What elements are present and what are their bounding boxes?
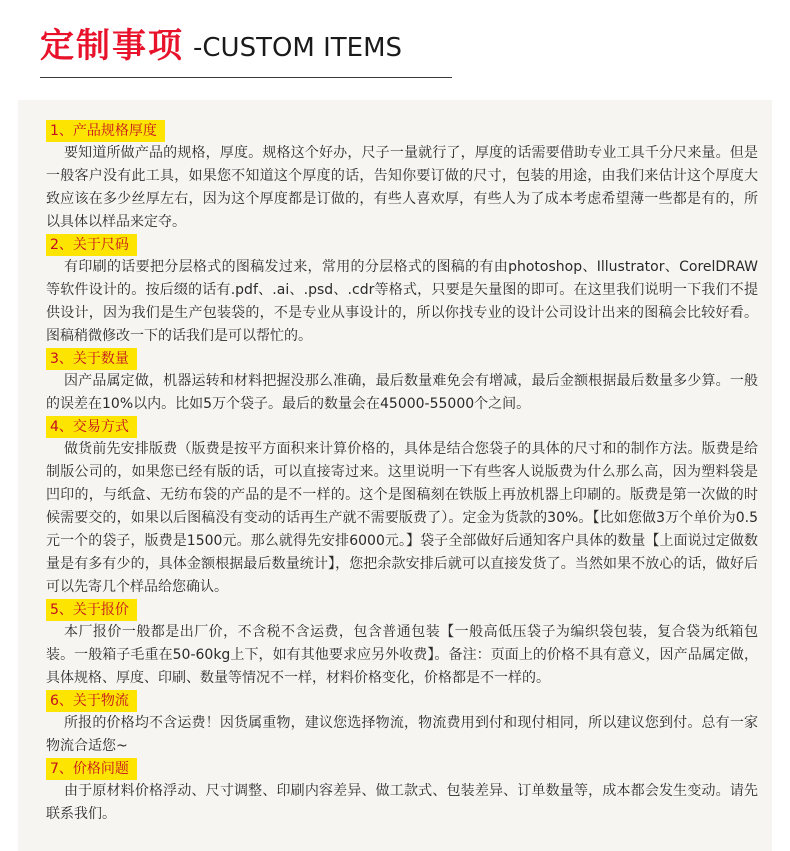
section-body: 要知道所做产品的规格，厚度。规格这个好办，尺子一量就行了，厚度的话需要借助专业工具千分尺来量。但是一般客户没有此工具，如果您不知道这个厚度的话，告知你要订做的尺寸，包装的用途，由我们来估计这个厚度大致应该在多少丝厚左右，因为这个厚度都是订做的，有些人喜欢厚，有些人为了成本考虑希望薄一些都是有的，所以具体以样品来定夺。 xyxy=(46,145,758,230)
page-title: 定制事项 xyxy=(40,26,184,66)
page-subtitle: -CUSTOM ITEMS xyxy=(193,33,403,63)
items-list xyxy=(46,120,758,826)
section-title: 5、关于报价 xyxy=(46,599,137,621)
section-title: 2、关于尺码 xyxy=(46,234,137,256)
section-artwork xyxy=(46,234,758,348)
section-title: 4、交易方式 xyxy=(46,416,137,438)
content-panel xyxy=(18,100,772,851)
header xyxy=(0,0,790,100)
section-body: 有印刷的话要把分层格式的图稿发过来，常用的分层格式的图稿的有由photoshop、Illustrator、CorelDRAW等软件设计的。按后缀的话有.pdf、.ai、.psd、.cdr等格式，只要是矢量图的即可。在这里我们说明一下我们不提供设计，因为我们是生产包装袋的，不是专业从事设计的，所以你找专业的设计公司设计出来的图稿会比较好看。图稿稍微修改一下的话我们是可以帮忙的。 xyxy=(46,259,758,344)
section-quantity xyxy=(46,348,758,416)
section-logistics xyxy=(46,690,758,758)
section-body: 本厂报价一般都是出厂价，不含税不含运费，包含普通包装【一般高低压袋子为编织袋包装，复合袋为纸箱包装。一般箱子毛重在50-60kg上下，如有其他要求应另外收费】。备注：页面上的价格不具有意义，因产品属定做，具体规格、厚度、印刷、数量等情况不一样，材料价格变化，价格都是不一样的。 xyxy=(46,624,758,686)
section-body: 由于原材料价格浮动、尺寸调整、印刷内容差异、做工款式、包装差异、订单数量等，成本都会发生变动。请先联系我们。 xyxy=(46,783,758,822)
section-price xyxy=(46,758,758,826)
section-payment xyxy=(46,416,758,599)
section-title: 3、关于数量 xyxy=(46,348,137,370)
section-title: 6、关于物流 xyxy=(46,690,137,712)
section-title: 7、价格问题 xyxy=(46,758,137,780)
section-quotation xyxy=(46,599,758,690)
title-underline xyxy=(40,77,452,78)
section-spec-thickness xyxy=(46,120,758,234)
section-body: 做货前先安排版费（版费是按平方面积来计算价格的，具体是结合您袋子的具体的尺寸和的制作方法。版费是给制版公司的，如果您已经有版的话，可以直接寄过来。这里说明一下有些客人说版费为什么那么高，因为塑料袋是凹印的，与纸盒、无纺布袋的产品的是不一样的。这个是图稿刻在铁版上再放机器上印刷的。版费是第一次做的时候需要交的，如果以后图稿没有变动的话再生产就不需要版费了）。定金为货款的30%。【比如您做3万个单价为0.5元一个的袋子，版费是1500元。那么就得先安排6000元。】袋子全部做好后通知客户具体的数量【上面说过定做数量是有多有少的，具体金额根据最后数量统计】，您把余款安排后就可以直接发货了。当然如果不放心的话，做好后可以先寄几个样品给您确认。 xyxy=(46,441,758,595)
section-body: 所报的价格均不含运费！因货属重物，建议您选择物流，物流费用到付和现付相同，所以建议您到付。总有一家物流合适您~ xyxy=(46,715,758,754)
section-body: 因产品属定做，机器运转和材料把握没那么准确，最后数量难免会有增减，最后金额根据最后数量多少算。一般的误差在10%以内。比如5万个袋子。最后的数量会在45000-55000个之间。 xyxy=(46,373,758,412)
section-title: 1、产品规格厚度 xyxy=(46,120,165,142)
